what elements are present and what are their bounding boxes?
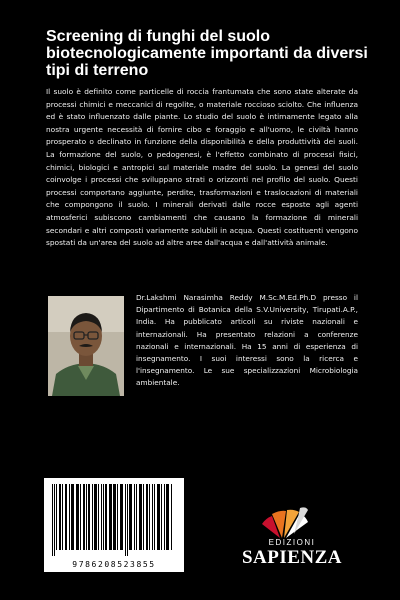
barcode-bar <box>88 484 90 550</box>
barcode-bar <box>113 484 116 550</box>
barcode-bar <box>65 484 67 550</box>
book-synopsis: Il suolo è definito come particelle di roccia frantumata che sono state alterate da processi chimici e meccanici di regolite, o materiale roccioso sciolto. Che influenza ed è stato influenzato dalle piante. Lo studio del suolo è intimamente legato alla nostra urgente necessità di fornire cibo e foraggio e all'uomo, le civiltà hanno prosperato o declinato in funzione della disponibilità e della produttività dei suoli. La formazione del suolo, o pedogenesi, è l'effetto combinato di processi fisici, chimici, biologici e antropici sul materiale madre del suolo. La genesi del suolo coinvolge i processi che sviluppano strati o orizzonti nel profilo del suolo. Questi processi comportano aggiunte, perdite, trasformazioni e traslocazioni di materiali che compongono il suolo. I minerali derivati dalle rocce esposte agli agenti atmosferici subiscono cambiamenti che causano la formazione di minerali secondari e altri composti variamente solubili in acqua. Questi costituenti vengono spostati da un'area del suolo ad altre aree dall'acqua e dall'attività animale. <box>46 87 358 248</box>
barcode-bar <box>80 484 81 550</box>
barcode-bar <box>54 484 55 556</box>
book-fan-icon <box>232 504 352 540</box>
isbn-number: 9786208523855 <box>72 560 156 569</box>
author-portrait-image <box>48 296 124 396</box>
publisher-logo <box>232 504 352 574</box>
barcode-bar <box>157 484 160 550</box>
barcode-bar <box>76 484 79 550</box>
barcode-bar <box>83 484 85 550</box>
barcode-bar <box>120 484 123 550</box>
barcode-bar <box>149 484 150 550</box>
barcode-bar <box>143 484 144 550</box>
barcode-bar <box>127 484 128 556</box>
barcode-bar <box>52 484 53 556</box>
barcode-bar <box>154 484 155 550</box>
barcode-bar <box>69 484 70 550</box>
barcode-bar <box>101 484 102 550</box>
barcode-bar <box>166 484 169 550</box>
barcode-bar <box>71 484 74 550</box>
barcode-bar <box>139 484 142 550</box>
isbn-barcode <box>44 478 184 572</box>
barcode-bar <box>59 484 61 550</box>
barcode-bar <box>129 484 132 550</box>
barcode-bar <box>86 484 87 550</box>
barcode-bar <box>103 484 104 550</box>
barcode-bar <box>171 484 172 550</box>
barcode-bar <box>94 484 97 550</box>
author-photo <box>48 296 124 396</box>
barcode-bars <box>50 484 178 556</box>
barcode-bar <box>105 484 107 550</box>
barcode-bar <box>62 484 63 550</box>
barcode-bar <box>56 484 57 550</box>
barcode-bar <box>117 484 118 550</box>
barcode-bar <box>161 484 162 550</box>
barcode-bar <box>92 484 93 550</box>
barcode-bar <box>136 484 137 550</box>
barcode-bar <box>98 484 99 550</box>
barcode-bar <box>164 484 165 550</box>
barcode-bar <box>125 484 126 556</box>
book-title: Screening di funghi del suolo biotecnologicamente importanti da diversi tipi di terreno <box>46 28 368 79</box>
barcode-bar <box>152 484 153 550</box>
publisher-name: SAPIENZA <box>241 547 343 568</box>
barcode-bar <box>146 484 148 550</box>
barcode-bar <box>109 484 112 550</box>
barcode-bar <box>134 484 135 550</box>
author-bio: Dr.Lakshmi Narasimha Reddy M.Sc.M.Ed.Ph.D presso il Dipartimento di Botanica della S.V.University, Tirupati.A.P., India. Ha pubblicato articoli su riviste nazionali e internazionali. Ha presentato relazioni a conferenze nazionali e internazionali. Ha 15 anni di esperienza di insegnamento. I suoi interessi sono la ricerca e l'insegnamento. Le sue specializzazioni Microbiologia ambientale. <box>136 293 358 388</box>
publisher-label: EDIZIONI <box>268 538 316 547</box>
